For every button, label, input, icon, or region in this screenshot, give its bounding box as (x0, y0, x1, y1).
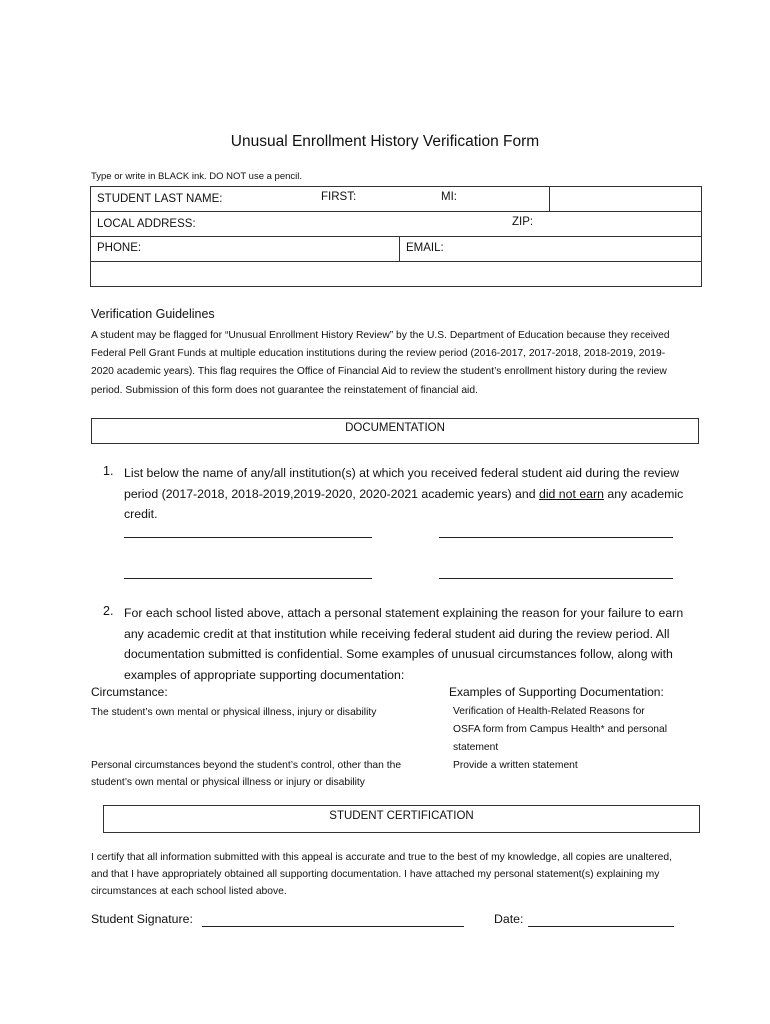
email-field[interactable] (400, 237, 701, 261)
student-info-table (90, 186, 702, 287)
example-1: Verification of Health-Related Reasons for OSFA form from Campus Health* and personal statement (453, 706, 668, 753)
item1-text (124, 463, 684, 525)
example-2: Provide a written statement (453, 760, 578, 771)
certification-heading: STUDENT CERTIFICATION (329, 810, 474, 822)
mi-label: MI: (441, 191, 457, 203)
verification-heading: Verification Guidelines (91, 307, 215, 321)
institution-line-3[interactable] (124, 578, 372, 579)
page-title: Unusual Enrollment History Verification Form (230, 133, 540, 150)
certification-section-header (103, 805, 700, 833)
phone-field[interactable] (91, 237, 400, 261)
circumstance-heading: Circumstance: (91, 685, 168, 699)
email-label: EMAIL: (406, 242, 444, 254)
item1-underlined: did not earn (538, 486, 604, 501)
ink-instructions: Type or write in BLACK ink. DO NOT use a pencil. (91, 171, 303, 182)
phone-label: PHONE: (97, 242, 142, 254)
certification-text: I certify that all information submitted with this appeal is accurate and true to the best of my knowledge, all copies are unaltered, and that I have appropriately obtained all supporting documentation. I have attached my personal statement(s) explaining my circumstances at each school listed above. (91, 852, 672, 897)
signature-label: Student Signature: (91, 912, 193, 926)
institution-line-2[interactable] (439, 537, 673, 538)
item1-text-end: any academic credit. (124, 486, 684, 521)
blank-row-field[interactable] (91, 262, 702, 287)
last-name-label: STUDENT LAST NAME: (97, 193, 223, 205)
documentation-heading: DOCUMENTATION (345, 422, 445, 434)
item2-number: 2. (103, 604, 114, 618)
local-address-label: LOCAL ADDRESS: (97, 218, 196, 230)
item1-number: 1. (103, 464, 114, 478)
name-cell[interactable] (91, 187, 550, 212)
institution-line-4[interactable] (439, 578, 673, 579)
date-label: Date: (494, 912, 524, 926)
date-line[interactable] (528, 926, 674, 927)
address-cell[interactable] (91, 212, 702, 237)
item1-text-start: List below the name of any/all institution(s) at which you received federal student aid during the review period (2017-2018, 2018-2019,2019-2020, 2020-2021 academic years) and (124, 466, 680, 501)
documentation-section-header (91, 418, 699, 444)
verification-text: A student may be flagged for “Unusual Enrollment History Review” by the U.S. Department of Education because they received Federal Pell Grant Funds at multiple education institutions during the review period (2016-2017, 2017-2018, 2018-2019, 2019-2020 academic years). This flag requires the Office of Financial Aid to review the student’s enrollment history during the review period. Submission of this form does not guarantee the reinstatement of financial aid. (91, 330, 670, 396)
item2-text: For each school listed above, attach a personal statement explaining the reason for your failure to earn any academic credit at that institution while receiving federal student aid during the review period. All documentation submitted is confidential. Some examples of unusual circumstances follow, along with examples of appropriate supporting documentation: (124, 606, 684, 682)
contact-cell (91, 237, 702, 262)
examples-heading: Examples of Supporting Documentation: (449, 685, 664, 699)
mi-field[interactable] (550, 187, 702, 212)
first-name-label: FIRST: (321, 191, 357, 203)
zip-label: ZIP: (512, 216, 534, 228)
circumstance-2: Personal circumstances beyond the student’s control, other than the student’s own mental or physical illness or injury or disability (91, 760, 402, 788)
signature-line[interactable] (202, 926, 464, 927)
circumstance-1: The student’s own mental or physical illness, injury or disability (91, 707, 377, 718)
institution-line-1[interactable] (124, 537, 372, 538)
